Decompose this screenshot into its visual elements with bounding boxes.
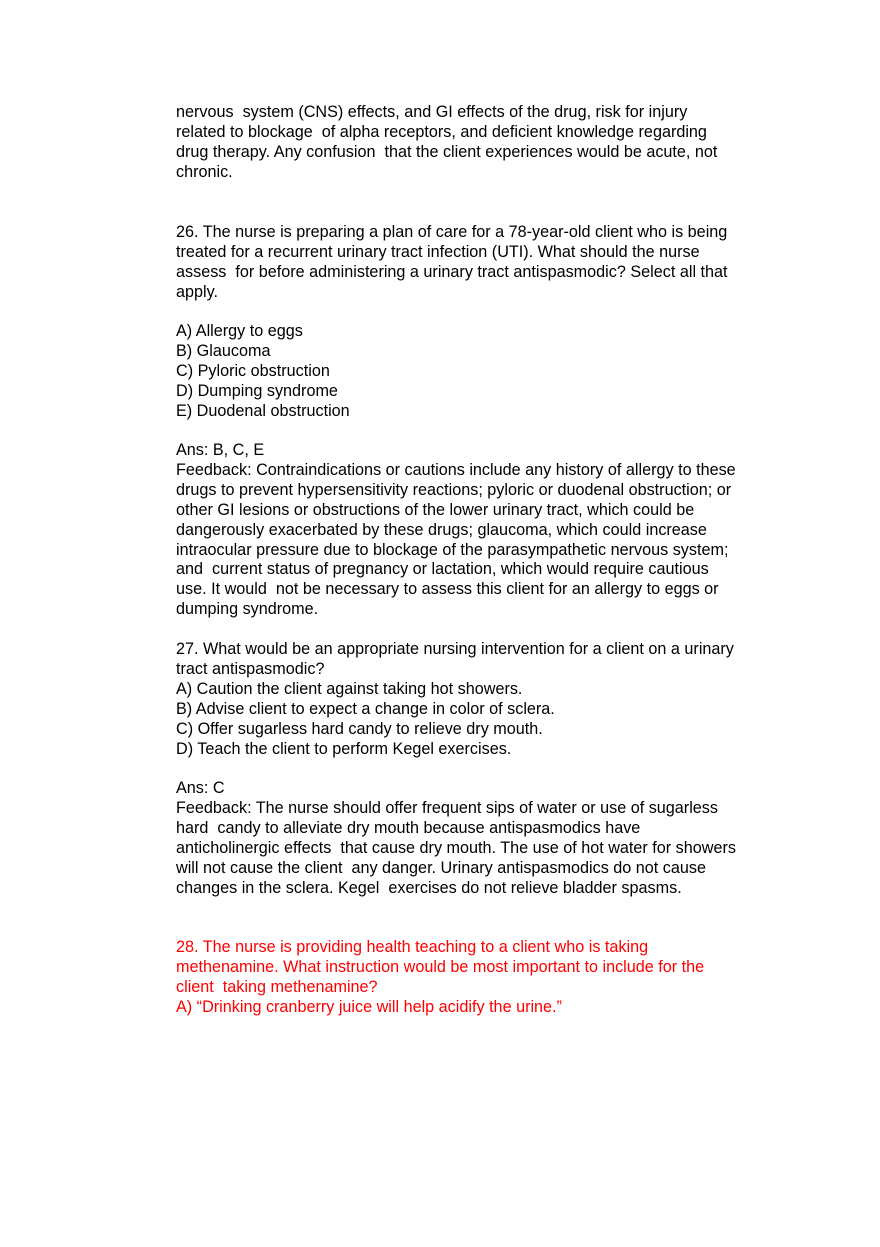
feedback-line: changes in the sclera. Kegel exercises do not relieve bladder spasms.: [176, 878, 682, 897]
question-26-answer-block: [176, 441, 786, 620]
question-26: [176, 223, 786, 303]
question-text-line: 27. What would be an appropriate nursing intervention for a client on a urinary: [176, 640, 734, 658]
feedback-line: Feedback: Contraindications or cautions include any history of allergy to these: [176, 460, 736, 479]
feedback-line: anticholinergic effects that cause dry mouth. The use of hot water for showers: [176, 838, 736, 857]
answer-option: B) Advise client to expect a change in color of sclera.: [176, 699, 555, 718]
question-27-answer-block: [176, 779, 786, 898]
question-28: [176, 938, 786, 1018]
question-text-line: apply.: [176, 282, 218, 301]
text-line: nervous system (CNS) effects, and GI effects of the drug, risk for injury: [176, 103, 688, 121]
feedback-line: Feedback: The nurse should offer frequent sips of water or use of sugarless: [176, 798, 718, 817]
question-27: [176, 640, 786, 759]
feedback-line: dangerously exacerbated by these drugs; glaucoma, which could increase: [176, 520, 707, 539]
feedback-line: other GI lesions or obstructions of the lower urinary tract, which could be: [176, 500, 695, 519]
question-text-line: client taking methenamine?: [176, 977, 378, 996]
question-26-options: [176, 322, 786, 422]
feedback-line: drugs to prevent hypersensitivity reactions; pyloric or duodenal obstruction; or: [176, 480, 732, 499]
question-text-line: treated for a recurrent urinary tract infection (UTI). What should the nurse: [176, 242, 700, 261]
feedback-line: intraocular pressure due to blockage of the parasympathetic nervous system;: [176, 540, 729, 559]
answer-option: C) Pyloric obstruction: [176, 361, 330, 380]
question-text-line: methenamine. What instruction would be most important to include for the: [176, 957, 705, 976]
answer-key: Ans: C: [176, 779, 225, 797]
question-text-line: 28. The nurse is providing health teaching to a client who is taking: [176, 938, 649, 956]
answer-option: A) Caution the client against taking hot showers.: [176, 679, 523, 698]
feedback-line: use. It would not be necessary to assess this client for an allergy to eggs or: [176, 580, 719, 599]
feedback-line: dumping syndrome.: [176, 600, 319, 619]
text-line: drug therapy. Any confusion that the client experiences would be acute, not: [176, 142, 718, 161]
previous-feedback-continuation: [176, 103, 786, 183]
feedback-line: and current status of pregnancy or lactation, which would require cautious: [176, 560, 709, 579]
question-text-line: assess for before administering a urinary tract antispasmodic? Select all that: [176, 262, 728, 281]
answer-option: B) Glaucoma: [176, 341, 271, 360]
answer-option: C) Offer sugarless hard candy to relieve dry mouth.: [176, 719, 543, 738]
answer-key: Ans: B, C, E: [176, 441, 265, 459]
answer-option: A) “Drinking cranberry juice will help acidify the urine.”: [176, 997, 562, 1016]
question-text-line: 26. The nurse is preparing a plan of care for a 78-year-old client who is being: [176, 223, 728, 241]
answer-option: E) Duodenal obstruction: [176, 401, 350, 420]
answer-option: A) Allergy to eggs: [176, 322, 303, 340]
answer-option: D) Dumping syndrome: [176, 381, 338, 400]
text-line: related to blockage of alpha receptors, and deficient knowledge regarding: [176, 122, 707, 141]
feedback-line: hard candy to alleviate dry mouth because antispasmodics have: [176, 818, 641, 837]
text-line: chronic.: [176, 162, 233, 181]
answer-option: D) Teach the client to perform Kegel exercises.: [176, 739, 512, 758]
feedback-line: will not cause the client any danger. Urinary antispasmodics do not cause: [176, 858, 706, 877]
question-text-line: tract antispasmodic?: [176, 659, 325, 678]
